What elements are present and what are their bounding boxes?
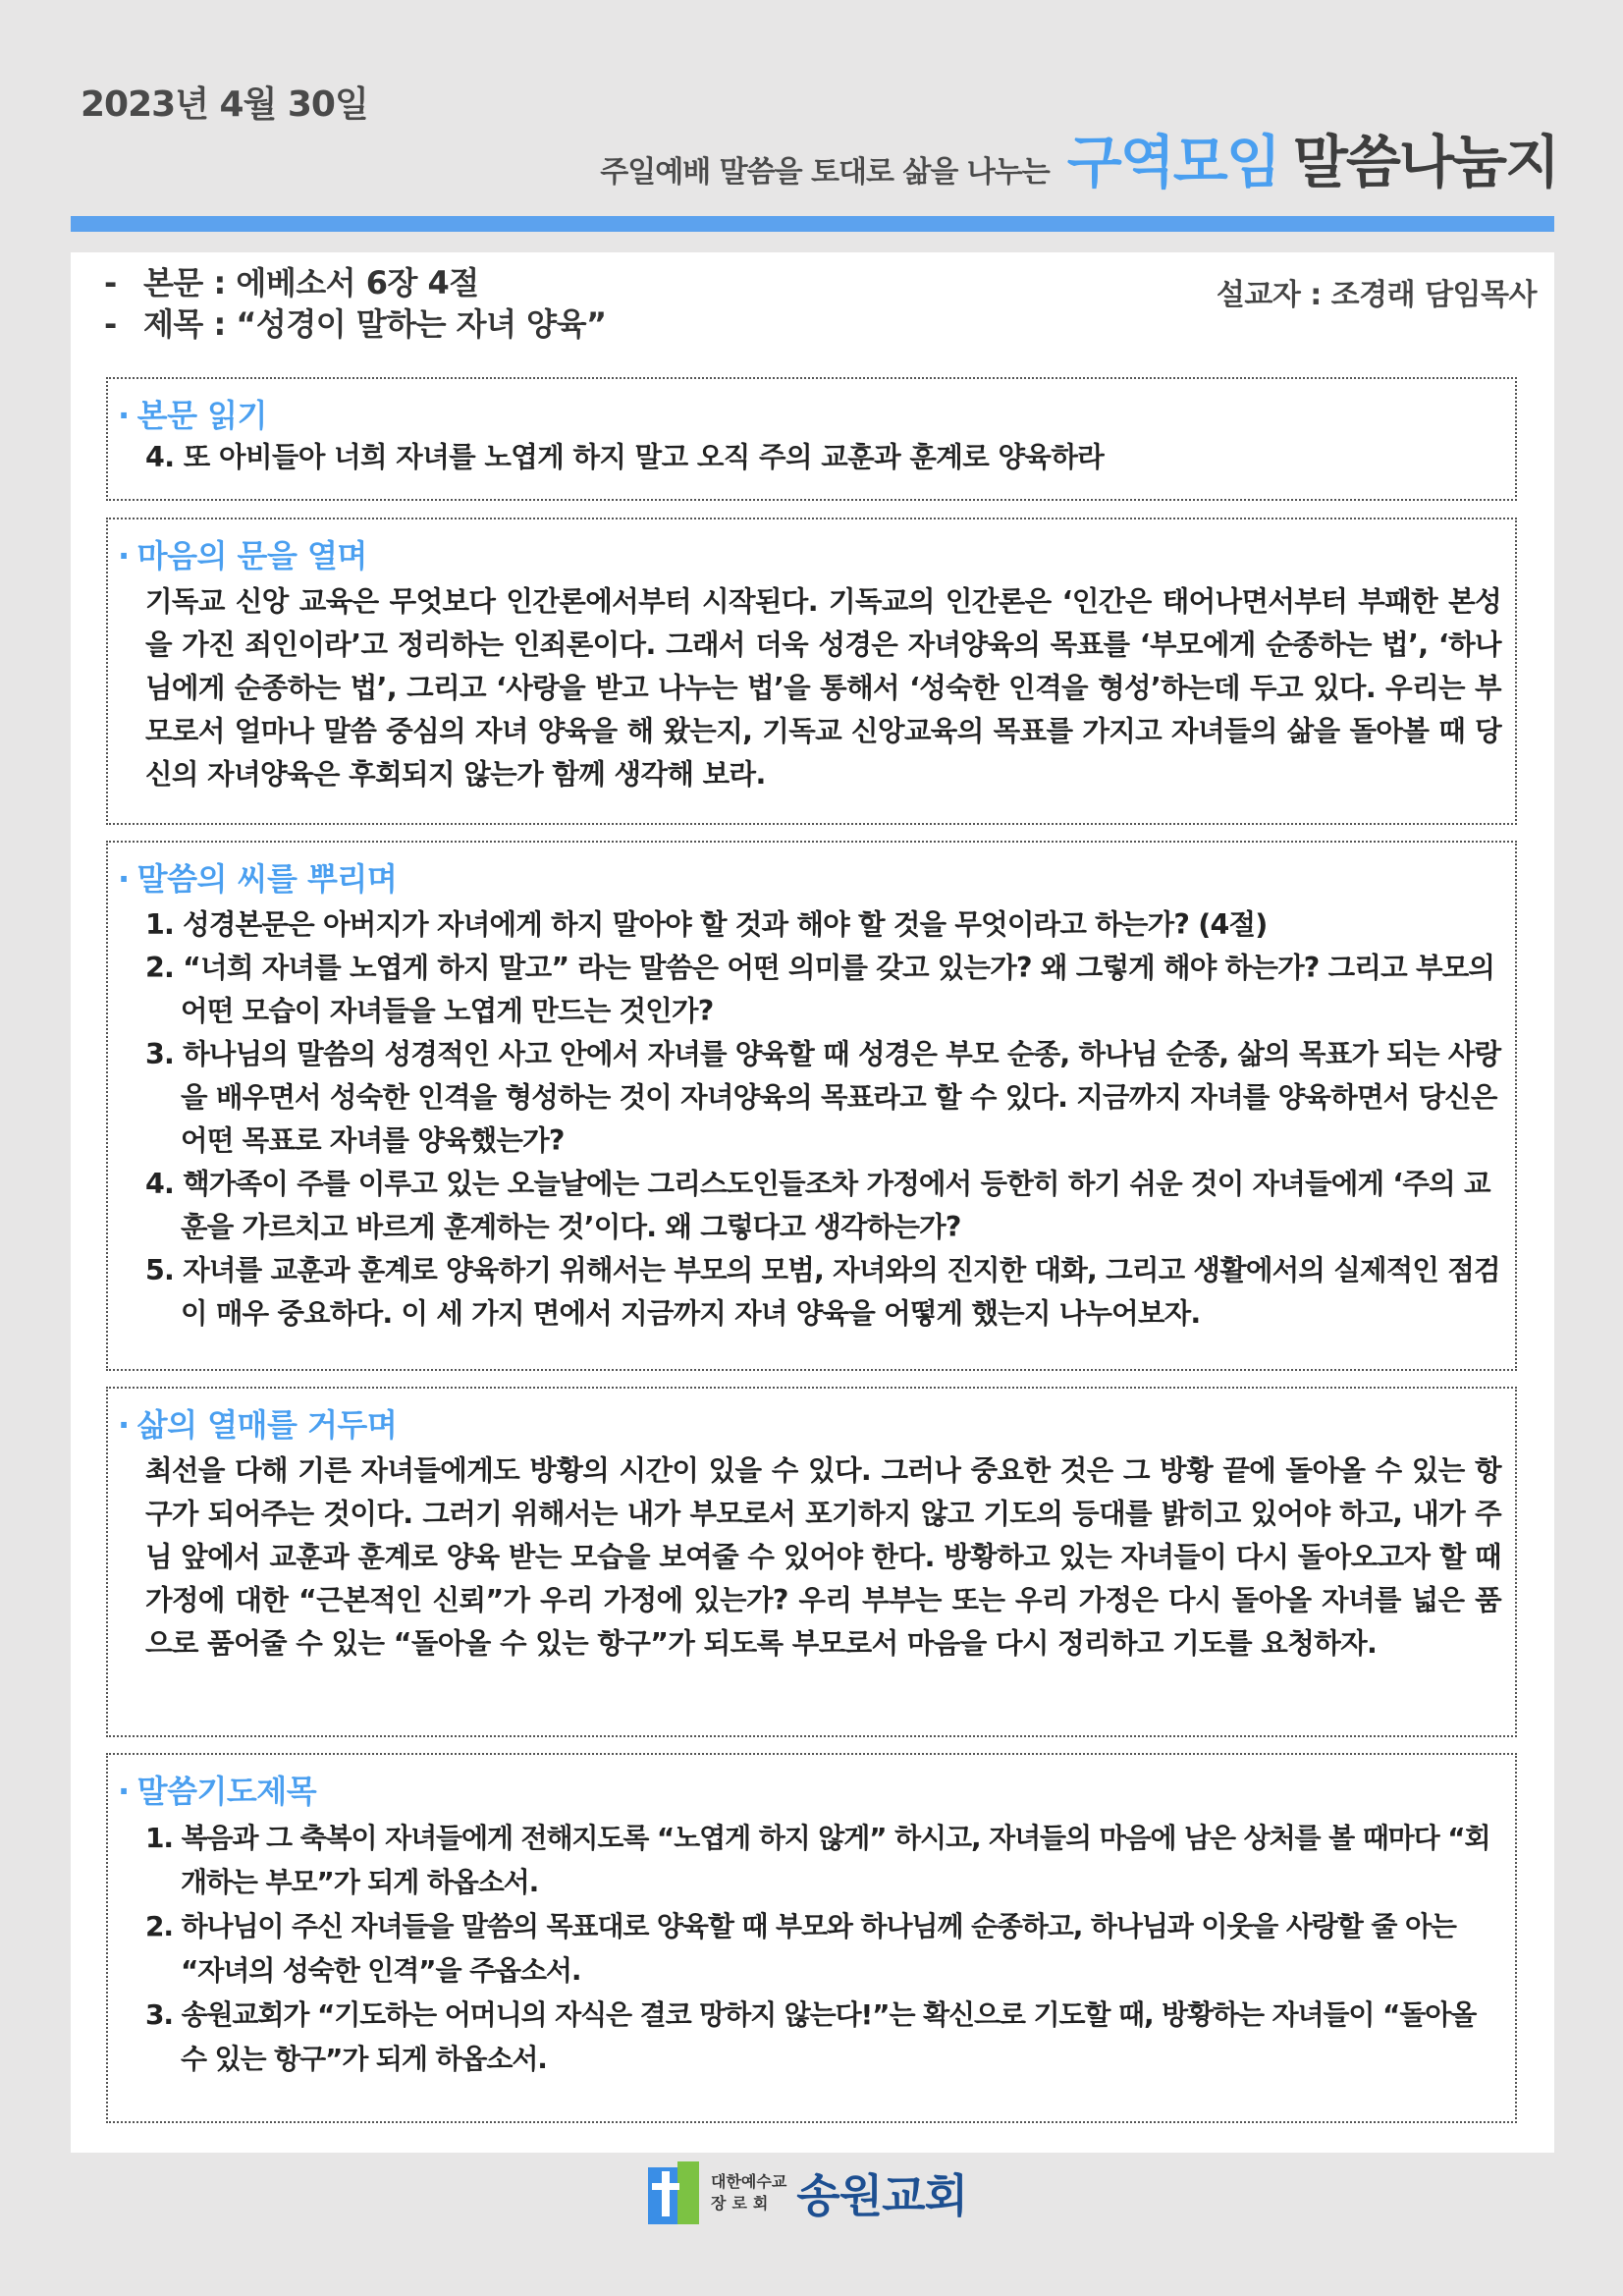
prayer-item: 2. 하나님이 주신 자녀들을 말씀의 목표대로 양육할 때 부모와 하나님께 순종하고, 하나님과 이웃을 사랑할 줄 아는 “자녀의 성숙한 인격”을 주옵소서. — [145, 1910, 1456, 1987]
header-divider-bar — [71, 216, 1554, 232]
section-questions — [106, 841, 1517, 1371]
question-item: 2. “너희 자녀를 노엽게 하지 말고” 라는 말씀은 어떤 의미를 갖고 있는가? 왜 그렇게 해야 하는가? 그리고 부모의 어떤 모습이 자녀들을 노엽게 만드는 것인가? — [145, 952, 1495, 1027]
harvest-paragraph: 최선을 다해 기른 자녀들에게도 방황의 시간이 있을 수 있다. 그러나 중요한 것은 그 방황 끝에 돌아올 수 있는 항구가 되어주는 것이다. 그러기 위해서는 내가 부모로서 포기하지 않고 기도의 등대를 밝히고 있어야 하고, 내가 주님 앞에서 교훈과 훈계로 양육 받는 모습을 보여줄 수 있어야 한다. 방황하고 있는 자녀들이 다시 돌아오고자 할 때 가정에 대한 “근본적인 신뢰”가 우리 가정에 있는가? 우리 부부는 또는 우리 가정은 다시 돌아올 자녀를 넓은 품으로 품어줄 수 있는 “돌아올 수 있는 항구”가 되도록 부모로서 마음을 다시 정리하고 기도를 요청하자. — [145, 1454, 1501, 1660]
section-title: · 마음의 문을 열며 — [118, 537, 367, 574]
bullet-dot-icon: · — [118, 397, 130, 434]
section-harvest — [106, 1387, 1517, 1737]
section-title: · 말씀의 씨를 뿌리며 — [118, 860, 398, 898]
question-item: 1. 성경본문은 아버지가 자녀에게 하지 말아야 할 것과 해야 할 것을 무엇이라고 하는가? (4절) — [145, 908, 1268, 941]
section-reading — [106, 377, 1517, 501]
bulletin-title — [600, 116, 1558, 198]
church-logo — [648, 2160, 967, 2225]
sermon-title-line — [104, 300, 607, 345]
prayer-item: 3. 송원교회가 “기도하는 어머니의 자식은 결코 망하지 않는다!”는 확신으로 기도할 때, 방황하는 자녀들이 “돌아올 수 있는 항구”가 되게 하옵소서. — [145, 1998, 1477, 2075]
question-item: 3. 하나님의 말씀의 성경적인 사고 안에서 자녀를 양육할 때 성경은 부모 순종, 하나님 순종, 삶의 목표가 되는 사랑을 배우면서 성숙한 인격을 형성하는 것이 자녀양육의 목표라고 할 수 있다. 지금까지 자녀를 양육하면서 당신은 어떤 목표로 자녀를 양육했는가? — [145, 1038, 1501, 1157]
title-highlight: 구역모임 — [1066, 129, 1279, 195]
section-title: · 본문 읽기 — [118, 397, 267, 434]
scripture-reference: 본문 : 에베소서 6장 4절 — [143, 264, 479, 301]
bullet-dash: - — [104, 264, 117, 301]
section-opening — [106, 518, 1517, 825]
content-panel — [71, 252, 1554, 2153]
title-main: 말씀나눔지 — [1292, 129, 1558, 195]
question-list — [145, 903, 1505, 1336]
bullet-dot-icon: · — [118, 860, 130, 898]
opening-paragraph: 기독교 신앙 교육은 무엇보다 인간론에서부터 시작된다. 기독교의 인간론은 ‘인간은 태어나면서부터 부패한 본성을 가진 죄인이라’고 정리하는 인죄론이다. 그래서 더욱 성경은 자녀양육의 목표를 ‘부모에게 순종하는 법’, ‘하나님에게 순종하는 법’, 그리고 ‘사랑을 받고 나누는 법’을 통해서 ‘성숙한 인격을 형성’하는데 두고 있다. 우리는 부모로서 얼마나 말씀 중심의 자녀 양육을 해 왔는지, 기독교 신앙교육의 목표를 가지고 자녀들의 삶을 돌아볼 때 당신의 자녀양육은 후회되지 않는가 함께 생각해 보라. — [145, 585, 1501, 791]
reading-verse: 4. 또 아비들아 너희 자녀를 노엽게 하지 말고 오직 주의 교훈과 훈계로 양육하라 — [145, 441, 1105, 473]
section-title: · 말씀기도제목 — [118, 1773, 317, 1810]
prayer-item: 1. 복음과 그 축복이 자녀들에게 전해지도록 “노엽게 하지 않게” 하시고, 자녀들의 마음에 남은 상처를 볼 때마다 “회개하는 부모”가 되게 하옵소서. — [145, 1822, 1490, 1898]
prayer-list — [145, 1816, 1505, 2081]
title-tagline: 주일예배 말씀을 토대로 삶을 나누는 — [600, 155, 1050, 190]
bullet-dot-icon: · — [118, 1773, 130, 1810]
denomination-label: 대한예수교 장로회 — [711, 2172, 787, 2213]
question-item: 5. 자녀를 교훈과 훈계로 양육하기 위해서는 부모의 모범, 자녀와의 진지한 대화, 그리고 생활에서의 실제적인 점검이 매우 중요하다. 이 세 가지 면에서 지금까지 자녀 양육을 어떻게 했는지 나누어보자. — [145, 1254, 1500, 1330]
section-prayer — [106, 1753, 1517, 2123]
section-title: · 삶의 열매를 거두며 — [118, 1406, 398, 1444]
sermon-title: 제목 : “성경이 말하는 자녀 양육” — [143, 305, 607, 343]
bullet-dot-icon: · — [118, 537, 130, 574]
church-cross-logo-icon — [648, 2161, 699, 2224]
question-item: 4. 핵가족이 주를 이루고 있는 오늘날에는 그리스도인들조차 가정에서 등한히 하기 쉬운 것이 자녀들에게 ‘주의 교훈을 가르치고 바르게 훈계하는 것’이다. 왜 그렇다고 생각하는가? — [145, 1168, 1490, 1243]
bulletin-date: 2023년 4월 30일 — [81, 84, 368, 125]
bullet-dot-icon: · — [118, 1406, 130, 1444]
scripture-line — [104, 258, 479, 303]
bullet-dash: - — [104, 305, 117, 343]
preacher-name: 설교자 : 조경래 담임목사 — [1216, 278, 1537, 312]
church-name: 송원교회 — [796, 2169, 968, 2222]
